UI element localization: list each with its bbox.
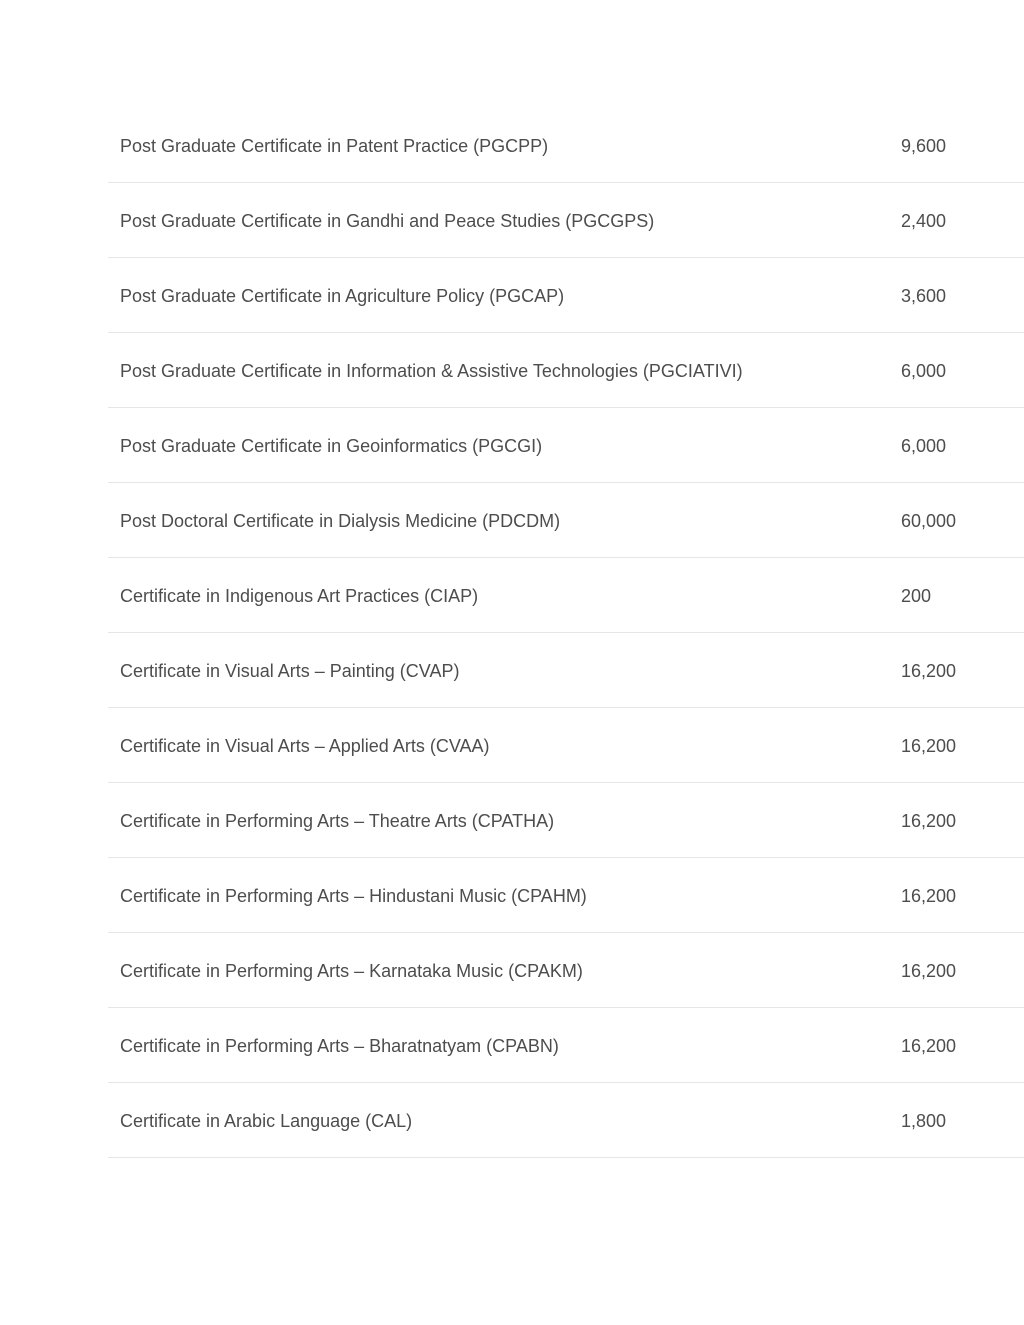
- table-row: [108, 108, 1024, 183]
- course-fee: 3,600: [901, 286, 947, 306]
- table-row: [108, 783, 1024, 858]
- table-row: [108, 333, 1024, 408]
- course-name: Certificate in Visual Arts – Applied Arts (CVAA): [120, 736, 490, 756]
- course-fee: 1,800: [901, 1111, 947, 1131]
- table-row: [108, 858, 1024, 933]
- course-fee: 16,200: [901, 886, 957, 906]
- table-row: [108, 258, 1024, 333]
- table-row: [108, 483, 1024, 558]
- course-name: Certificate in Performing Arts – Hindustani Music (CPAHM): [120, 886, 587, 906]
- table-row: [108, 933, 1024, 1008]
- fees-table: [108, 108, 1024, 1158]
- table-row: [108, 558, 1024, 633]
- course-name: Post Graduate Certificate in Information & Assistive Technologies (PGCIATIVI): [120, 361, 743, 381]
- course-fee: 16,200: [901, 1036, 957, 1056]
- table-row: [108, 708, 1024, 783]
- table-row: [108, 633, 1024, 708]
- course-name: Certificate in Performing Arts – Bharatnatyam (CPABN): [120, 1036, 559, 1056]
- course-name: Post Doctoral Certificate in Dialysis Medicine (PDCDM): [120, 511, 561, 531]
- course-name: Certificate in Arabic Language (CAL): [120, 1111, 413, 1131]
- course-name: Post Graduate Certificate in Geoinformatics (PGCGI): [120, 436, 543, 456]
- course-fee: 2,400: [901, 211, 947, 231]
- course-fee: 16,200: [901, 736, 957, 756]
- table-row: [108, 183, 1024, 258]
- course-name: Post Graduate Certificate in Agriculture Policy (PGCAP): [120, 286, 565, 306]
- course-name: Certificate in Performing Arts – Theatre Arts (CPATHA): [120, 811, 555, 831]
- course-name: Post Graduate Certificate in Gandhi and Peace Studies (PGCGPS): [120, 211, 655, 231]
- course-name: Certificate in Indigenous Art Practices (CIAP): [120, 586, 479, 606]
- course-name: Certificate in Visual Arts – Painting (CVAP): [120, 661, 460, 681]
- course-fee: 200: [901, 586, 932, 606]
- course-name: Certificate in Performing Arts – Karnataka Music (CPAKM): [120, 961, 583, 981]
- course-fee: 60,000: [901, 511, 957, 531]
- table-row: [108, 1008, 1024, 1083]
- course-fee: 6,000: [901, 436, 947, 456]
- course-fee: 6,000: [901, 361, 947, 381]
- course-name: Post Graduate Certificate in Patent Practice (PGCPP): [120, 136, 549, 156]
- table-row: [108, 408, 1024, 483]
- course-fee: 16,200: [901, 811, 957, 831]
- course-fee: 16,200: [901, 661, 957, 681]
- course-fee: 16,200: [901, 961, 957, 981]
- table-row: [108, 1083, 1024, 1158]
- course-fee: 9,600: [901, 136, 947, 156]
